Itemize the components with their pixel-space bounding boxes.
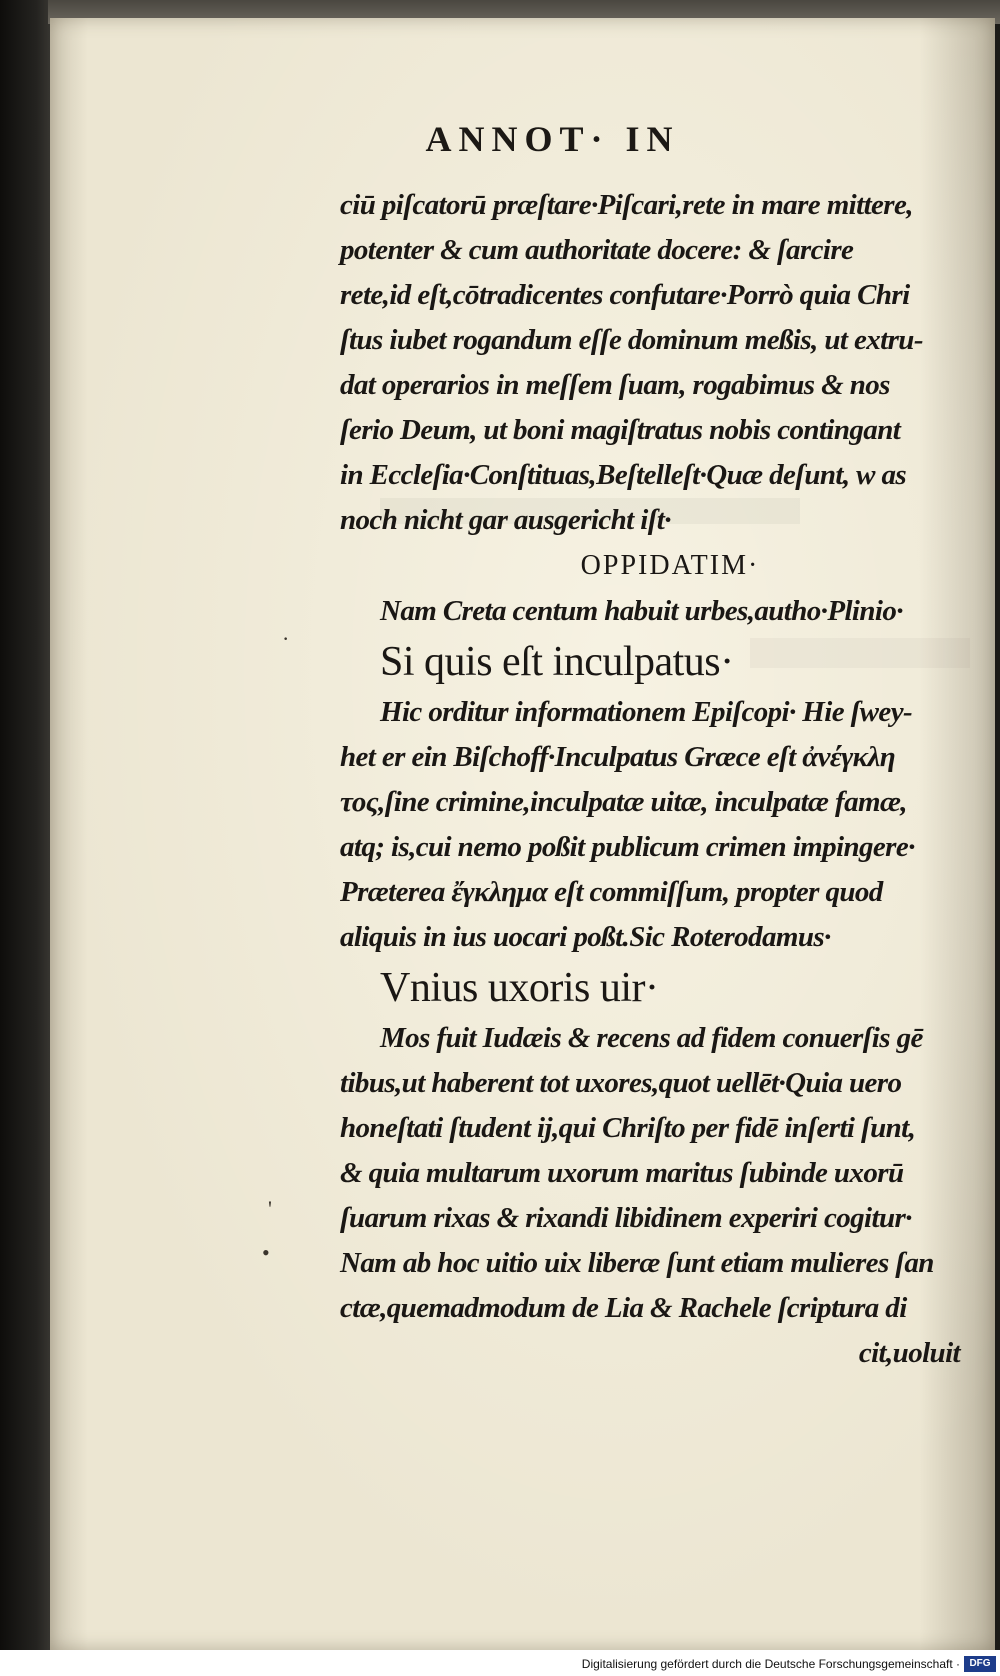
text-line: potenter & cum authoritate docere: & ſarcire: [340, 234, 854, 266]
running-head: ANNOT· IN: [425, 119, 680, 159]
text-line: honeſtati ſtudent ij,qui Chriſto per fidē inſerti ſunt,: [340, 1112, 916, 1144]
catchword: cit,uoluit: [858, 1337, 960, 1369]
margin-dot-mark: •: [262, 1240, 270, 1265]
text-line: Præterea ἔγκλημα eſt commiſſum, propter quod: [340, 876, 883, 908]
text-line: atq; is,cui nemo poßit publicum crimen impingere·: [340, 831, 915, 863]
text-line: Nam ab hoc uitio uix liberæ ſunt etiam mulieres ſan: [340, 1247, 934, 1279]
text-line: Hic orditur informationem Epiſcopi· Hie ſwey-: [380, 696, 913, 728]
text-line: het er ein Biſchoff·Inculpatus Græce eſt ἀνέγκλη: [340, 741, 896, 773]
text-line: in Eccleſia·Conſtituas,Beſtelleſt·Quæ deſunt, w as: [340, 459, 907, 491]
dfg-logo: DFG: [964, 1656, 996, 1672]
text-line: dat operarios in meſſem ſuam, rogabimus & nos: [340, 369, 890, 401]
book-page: [50, 18, 995, 1650]
text-line: noch nicht gar ausgericht iſt·: [340, 504, 671, 536]
book-binding-edge: [0, 0, 52, 1676]
text-line: rete,id eſt,cōtradicentes confutare·Porrò quia Chri: [340, 279, 910, 311]
lemma-heading-inculpatus: Si quis eſt inculpatus·: [380, 639, 734, 685]
funding-credit: Digitalisierung gefördert durch die Deutsche Forschungsgemeinschaft ·: [581, 1657, 960, 1671]
section-heading-oppidatim: OPPIDATIM·: [580, 550, 760, 581]
text-line: & quia multarum uxorum maritus ſubinde uxorū: [340, 1157, 904, 1189]
margin-tick-mark: ·: [282, 626, 290, 651]
margin-tick-mark: ': [268, 1196, 272, 1221]
text-line: Mos fuit Iudæis & recens ad fidem conuerſis gē: [380, 1022, 923, 1054]
text-line: ſuarum rixas & rixandi libidinem experiri cogitur·: [340, 1202, 912, 1234]
text-line: ciū piſcatorū præſtare·Piſcari,rete in mare mittere,: [340, 189, 913, 221]
text-line: τος,ſine crimine,inculpatæ uitæ, inculpatæ famæ,: [340, 786, 907, 818]
text-line: tibus,ut haberent tot uxores,quot uellēt·Quia uero: [340, 1067, 902, 1099]
text-line: ſtus iubet rogandum eſſe dominum meßis, ut extru-: [340, 324, 923, 356]
text-line: ſerio Deum, ut boni magiſtratus nobis contingant: [340, 414, 901, 446]
lemma-heading-unius-uxoris: Vnius uxoris uir·: [380, 965, 659, 1011]
text-line: aliquis in ius uocari poßt.Sic Roterodamus·: [340, 921, 831, 953]
text-line: ctæ,quemadmodum de Lia & Rachele ſcriptura di: [340, 1292, 907, 1324]
text-line: Nam Creta centum habuit urbes,autho·Plinio·: [380, 595, 903, 627]
text-block: [340, 183, 960, 1376]
footer-bar: [0, 1650, 1000, 1676]
